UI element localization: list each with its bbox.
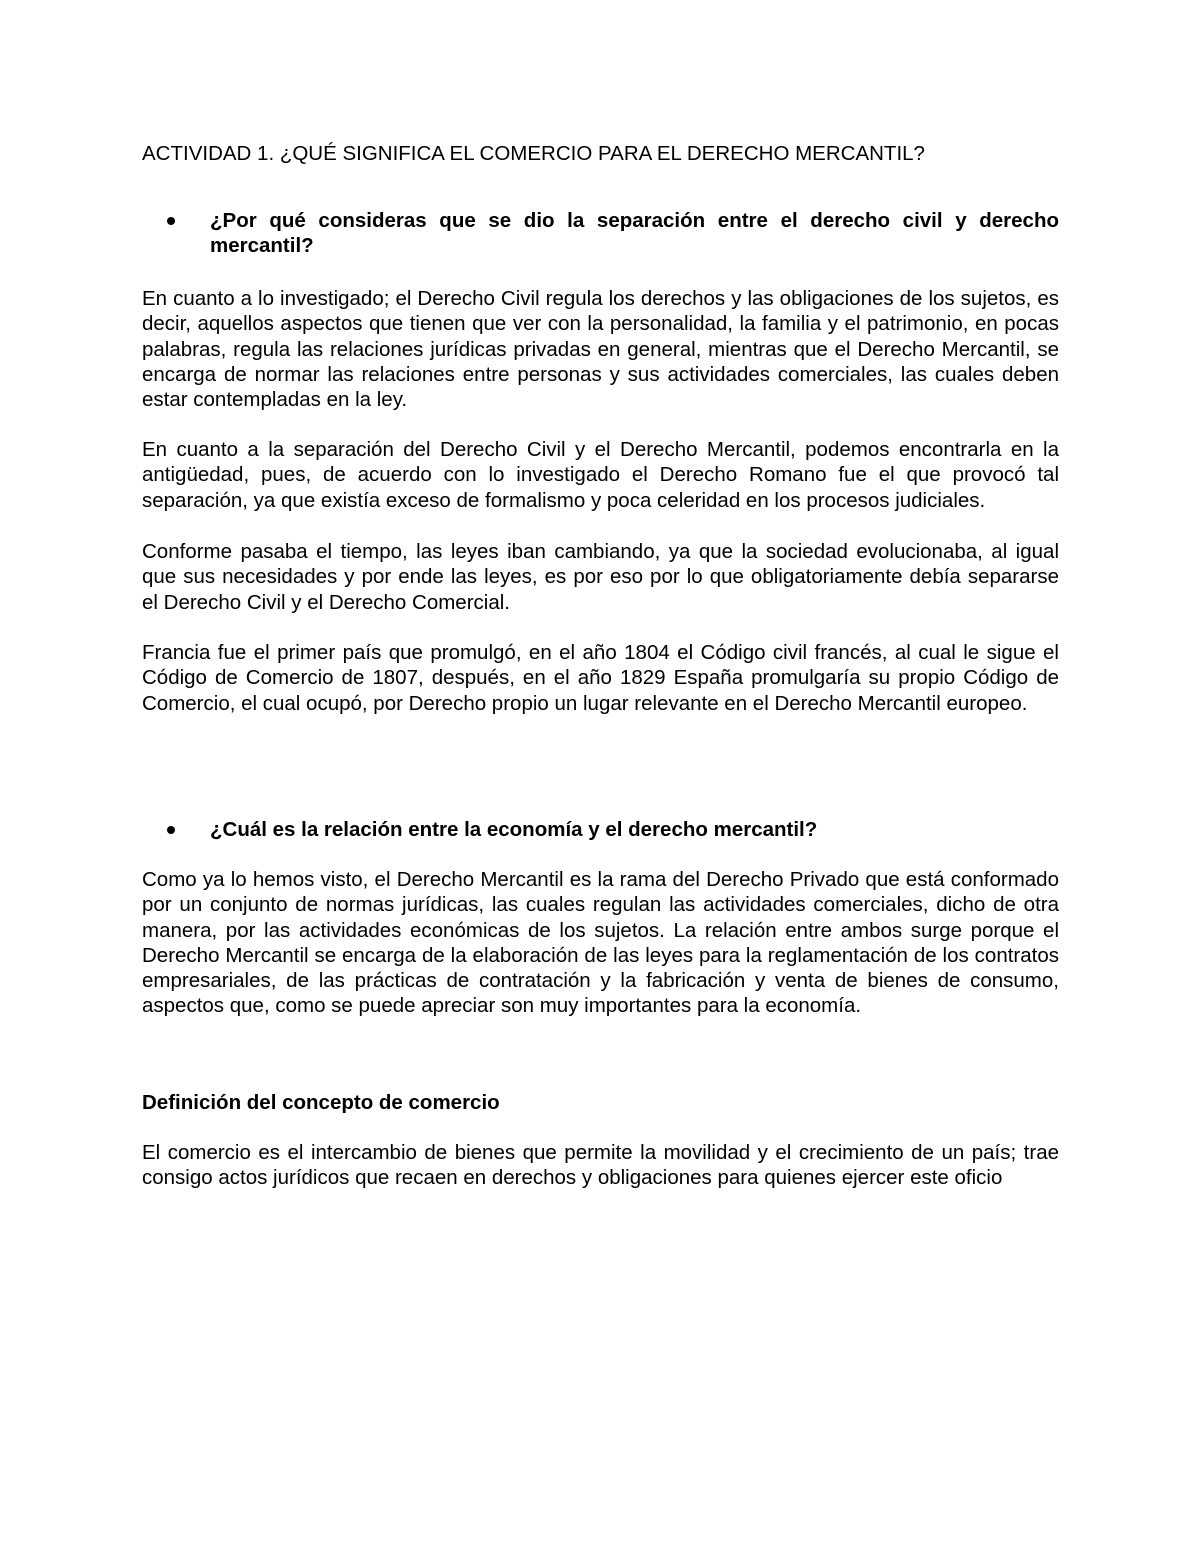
section-heading: Definición del concepto de comercio [142,1091,500,1114]
paragraph: Conforme pasaba el tiempo, las leyes iban cambiando, ya que la sociedad evolucionaba, al igual que sus necesidades y por ende las leyes, es por eso por lo que obligatoriamente debía separarse el Derecho Civil y el Derecho Comercial. [142,540,1059,614]
question-2 [172,817,1059,842]
paragraph: En cuanto a la separación del Derecho Civil y el Derecho Mercantil, podemos encontrarla en la antigüedad, pues, de acuerdo con lo investigado el Derecho Romano fue el que provocó tal separación, ya que existía exceso de formalismo y poca celeridad en los procesos judiciales. [142,438,1059,512]
question-2-text: ¿Cuál es la relación entre la economía y el derecho mercantil? [210,818,818,841]
document-title: ACTIVIDAD 1. ¿QUÉ SIGNIFICA EL COMERCIO PARA EL DERECHO MERCANTIL? [142,142,925,165]
question-1 [172,208,1059,258]
paragraph: En cuanto a lo investigado; el Derecho Civil regula los derechos y las obligaciones de los sujetos, es decir, aquellos aspectos que tienen que ver con la personalidad, la familia y el patrimonio, en pocas palabras, regula las relaciones jurídicas privadas en general, mientras que el Derecho Mercantil, se encarga de normar las relaciones entre personas y sus actividades comerciales, las cuales deben estar contempladas en la ley. [142,287,1059,412]
paragraph: Francia fue el primer país que promulgó, en el año 1804 el Código civil francés, al cual le sigue el Código de Comercio de 1807, después, en el año 1829 España promulgaría su propio Código de Comercio, el cual ocupó, por Derecho propio un lugar relevante en el Derecho Mercantil europeo. [142,641,1059,715]
paragraph: Como ya lo hemos visto, el Derecho Mercantil es la rama del Derecho Privado que está conformado por un conjunto de normas jurídicas, las cuales regulan las actividades comerciales, dicho de otra manera, por las actividades económicas de los sujetos. La relación entre ambos surge porque el Derecho Mercantil se encarga de la elaboración de las leyes para la reglamentación de los contratos empresariales, de las prácticas de contratación y la fabricación y venta de bienes de consumo, aspectos que, como se puede apreciar son muy importantes para la economía. [142,868,1059,1018]
bullet-icon [167,826,175,834]
paragraph: El comercio es el intercambio de bienes que permite la movilidad y el crecimiento de un país; trae consigo actos jurídicos que recaen en derechos y obligaciones para quienes ejercer este oficio [142,1141,1059,1190]
question-1-text: ¿Por qué consideras que se dio la separación entre el derecho civil y derecho mercantil? [210,209,1059,257]
bullet-icon [167,217,175,225]
